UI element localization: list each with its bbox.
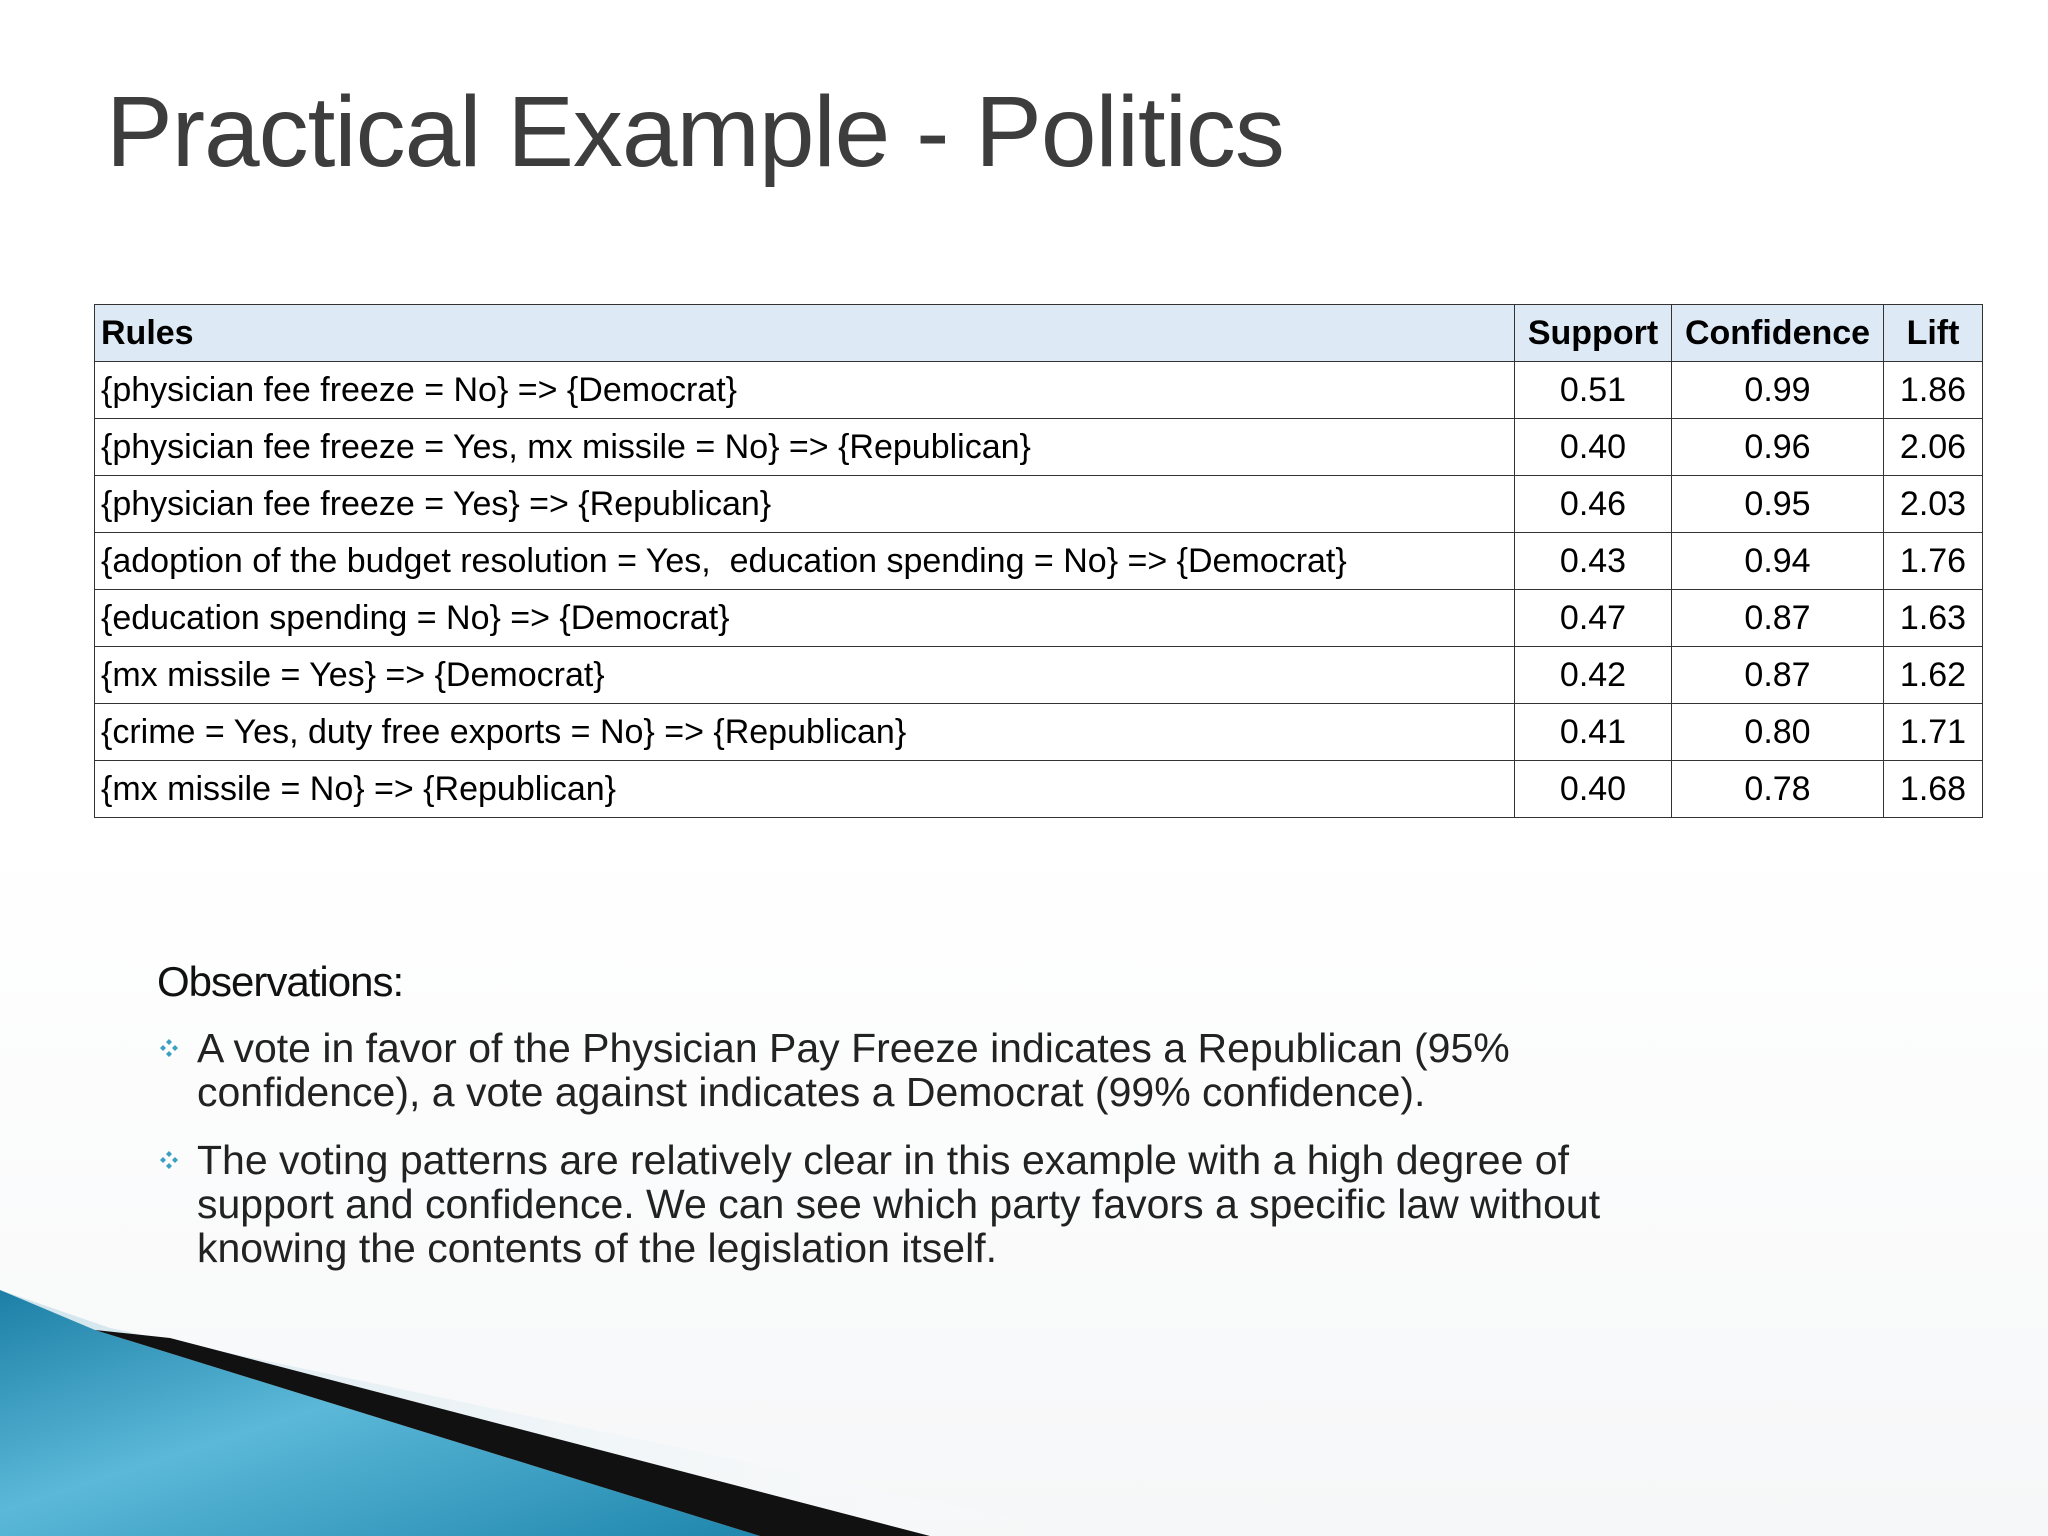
table-row <box>95 419 1983 476</box>
lift-cell: 1.63 <box>1884 590 1983 647</box>
rule-cell: {physician fee freeze = No} => {Democrat} <box>95 362 1515 419</box>
observations-heading: Observations: <box>157 958 404 1005</box>
table-row <box>95 590 1983 647</box>
observations-list <box>157 1026 1697 1294</box>
lift-cell: 2.03 <box>1884 476 1983 533</box>
support-cell: 0.47 <box>1515 590 1672 647</box>
lift-cell: 1.62 <box>1884 647 1983 704</box>
header-lift: Lift <box>1884 305 1983 362</box>
lift-cell: 2.06 <box>1884 419 1983 476</box>
table-row <box>95 533 1983 590</box>
rule-cell: {adoption of the budget resolution = Yes, education spending = No} => {Democrat} <box>95 533 1515 590</box>
slide-title: Practical Example - Politics <box>106 76 1284 188</box>
confidence-cell: 0.78 <box>1672 761 1884 818</box>
table-row <box>95 647 1983 704</box>
support-cell: 0.40 <box>1515 419 1672 476</box>
table-header-row <box>95 305 1983 362</box>
rule-cell: {mx missile = Yes} => {Democrat} <box>95 647 1515 704</box>
table-row <box>95 476 1983 533</box>
support-cell: 0.40 <box>1515 761 1672 818</box>
confidence-cell: 0.99 <box>1672 362 1884 419</box>
rule-cell: {physician fee freeze = Yes} => {Republican} <box>95 476 1515 533</box>
list-item <box>157 1138 1697 1270</box>
confidence-cell: 0.87 <box>1672 647 1884 704</box>
table-row <box>95 704 1983 761</box>
diamond-bullet-icon <box>159 1150 179 1170</box>
lift-cell: 1.86 <box>1884 362 1983 419</box>
support-cell: 0.41 <box>1515 704 1672 761</box>
list-item <box>157 1026 1697 1114</box>
header-support: Support <box>1515 305 1672 362</box>
diamond-bullet-icon <box>159 1038 179 1058</box>
rule-cell: {mx missile = No} => {Republican} <box>95 761 1515 818</box>
lift-cell: 1.71 <box>1884 704 1983 761</box>
decorative-swoosh <box>0 1290 1100 1536</box>
rule-cell: {education spending = No} => {Democrat} <box>95 590 1515 647</box>
confidence-cell: 0.95 <box>1672 476 1884 533</box>
header-confidence: Confidence <box>1672 305 1884 362</box>
table-row <box>95 761 1983 818</box>
table-row <box>95 362 1983 419</box>
confidence-cell: 0.87 <box>1672 590 1884 647</box>
support-cell: 0.42 <box>1515 647 1672 704</box>
confidence-cell: 0.94 <box>1672 533 1884 590</box>
rule-cell: {crime = Yes, duty free exports = No} => {Republican} <box>95 704 1515 761</box>
confidence-cell: 0.96 <box>1672 419 1884 476</box>
association-rules-table <box>94 304 1983 818</box>
rule-cell: {physician fee freeze = Yes, mx missile = No} => {Republican} <box>95 419 1515 476</box>
support-cell: 0.46 <box>1515 476 1672 533</box>
header-rules: Rules <box>95 305 1515 362</box>
observation-text: A vote in favor of the Physician Pay Freeze indicates a Republican (95% confidence), a vote against indicates a Democrat (99% confidence). <box>197 1025 1510 1115</box>
confidence-cell: 0.80 <box>1672 704 1884 761</box>
lift-cell: 1.68 <box>1884 761 1983 818</box>
lift-cell: 1.76 <box>1884 533 1983 590</box>
support-cell: 0.43 <box>1515 533 1672 590</box>
observation-text: The voting patterns are relatively clear in this example with a high degree of support and confidence. We can see which party favors a specific law without knowing the contents of the legislation itself. <box>197 1137 1601 1271</box>
support-cell: 0.51 <box>1515 362 1672 419</box>
